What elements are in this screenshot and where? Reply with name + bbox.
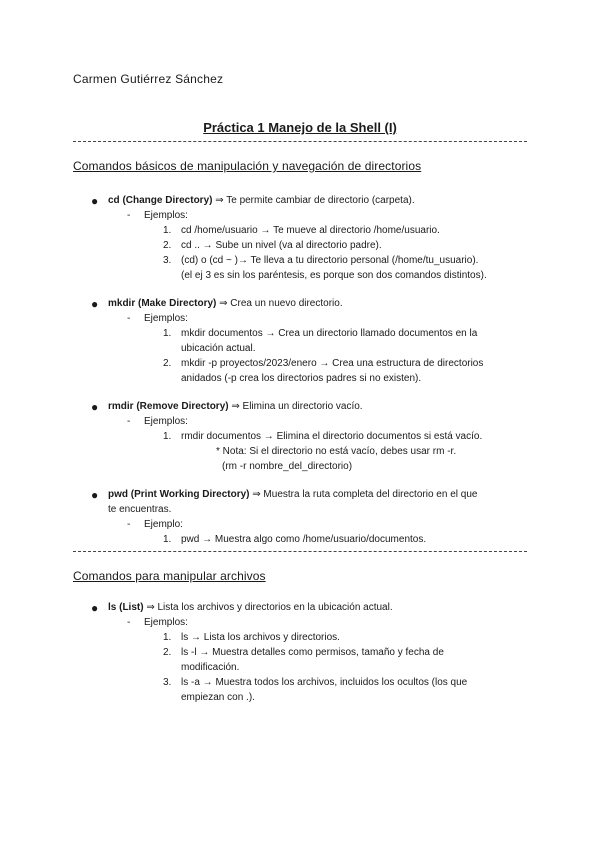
list-number: 2. bbox=[163, 358, 172, 369]
list-item-continued: (el ej 3 es sin los paréntesis, es porque son dos comandos distintos). bbox=[181, 270, 487, 281]
list-number: 2. bbox=[163, 647, 172, 658]
dash-icon: - bbox=[127, 416, 131, 427]
list-number: 2. bbox=[163, 240, 172, 251]
list-item: mkdir documentos → Crea un directorio llamado documentos en la bbox=[181, 328, 478, 339]
list-number: 1. bbox=[163, 431, 172, 442]
command-desc: ⇒ Muestra la ruta completa del directorio en el que bbox=[249, 489, 478, 500]
examples-label: Ejemplos: bbox=[144, 416, 188, 427]
bullet-icon: ● bbox=[91, 488, 99, 502]
list-number: 1. bbox=[163, 632, 172, 643]
list-number: 1. bbox=[163, 328, 172, 339]
list-number: 1. bbox=[163, 225, 172, 236]
list-item: mkdir -p proyectos/2023/enero → Crea una estructura de directorios bbox=[181, 358, 484, 369]
list-item: pwd → Muestra algo como /home/usuario/documentos. bbox=[181, 534, 427, 545]
note-text: (rm -r nombre_del_directorio) bbox=[222, 461, 353, 472]
section-divider bbox=[73, 551, 527, 562]
section-divider bbox=[73, 141, 527, 152]
command-name: pwd (Print Working Directory) bbox=[108, 489, 250, 500]
examples-label: Ejemplos: bbox=[144, 617, 188, 628]
section-heading: Comandos básicos de manipulación y navegación de directorios bbox=[73, 159, 422, 173]
list-item: rmdir documentos → Elimina el directorio documentos si está vacío. bbox=[181, 431, 483, 442]
section-heading: Comandos para manipular archivos bbox=[73, 569, 266, 583]
note-text: * Nota: Si el directorio no está vacío, debes usar rm -r. bbox=[216, 446, 457, 457]
command-name: mkdir (Make Directory) bbox=[108, 298, 217, 309]
command-line bbox=[108, 601, 528, 616]
list-item: (cd) o (cd ~ )→ Te lleva a tu directorio personal (/home/tu_usuario). bbox=[181, 255, 479, 266]
dash-icon: - bbox=[127, 313, 131, 324]
command-name: cd (Change Directory) bbox=[108, 195, 213, 206]
page-title: Práctica 1 Manejo de la Shell (I) bbox=[203, 120, 397, 135]
list-item-continued: modificación. bbox=[181, 662, 240, 673]
command-desc-continued: te encuentras. bbox=[108, 504, 172, 515]
list-item: ls -a → Muestra todos los archivos, incluidos los ocultos (los que bbox=[181, 677, 468, 688]
bullet-icon: ● bbox=[91, 601, 99, 615]
command-desc: ⇒ Elimina un directorio vacío. bbox=[228, 401, 363, 412]
command-line bbox=[108, 488, 528, 503]
examples-label: Ejemplos: bbox=[144, 313, 188, 324]
bullet-icon: ● bbox=[91, 297, 99, 311]
command-desc: ⇒ Crea un nuevo directorio. bbox=[216, 298, 343, 309]
command-line bbox=[108, 297, 528, 312]
command-desc: ⇒ Te permite cambiar de directorio (carpeta). bbox=[212, 195, 415, 206]
command-name: ls (List) bbox=[108, 602, 144, 613]
list-item: cd /home/usuario → Te mueve al directorio /home/usuario. bbox=[181, 225, 440, 236]
list-number: 3. bbox=[163, 677, 172, 688]
list-number: 3. bbox=[163, 255, 172, 266]
list-item-continued: anidados (-p crea los directorios padres si no existen). bbox=[181, 373, 422, 384]
list-item: ls -l → Muestra detalles como permisos, tamaño y fecha de bbox=[181, 647, 444, 658]
command-line bbox=[108, 194, 528, 209]
author-name: Carmen Gutiérrez Sánchez bbox=[73, 72, 224, 86]
list-number: 1. bbox=[163, 534, 172, 545]
dash-icon: - bbox=[127, 210, 131, 221]
command-desc: ⇒ Lista los archivos y directorios en la ubicación actual. bbox=[143, 602, 393, 613]
command-name: rmdir (Remove Directory) bbox=[108, 401, 229, 412]
list-item-continued: ubicación actual. bbox=[181, 343, 256, 354]
examples-label: Ejemplos: bbox=[144, 210, 188, 221]
bullet-icon: ● bbox=[91, 400, 99, 414]
dash-icon: - bbox=[127, 519, 131, 530]
command-line bbox=[108, 400, 528, 415]
list-item: cd .. → Sube un nivel (va al directorio padre). bbox=[181, 240, 382, 251]
dash-icon: - bbox=[127, 617, 131, 628]
examples-label: Ejemplo: bbox=[144, 519, 183, 530]
bullet-icon: ● bbox=[91, 194, 99, 208]
list-item-continued: empiezan con .). bbox=[181, 692, 255, 703]
list-item: ls → Lista los archivos y directorios. bbox=[181, 632, 340, 643]
